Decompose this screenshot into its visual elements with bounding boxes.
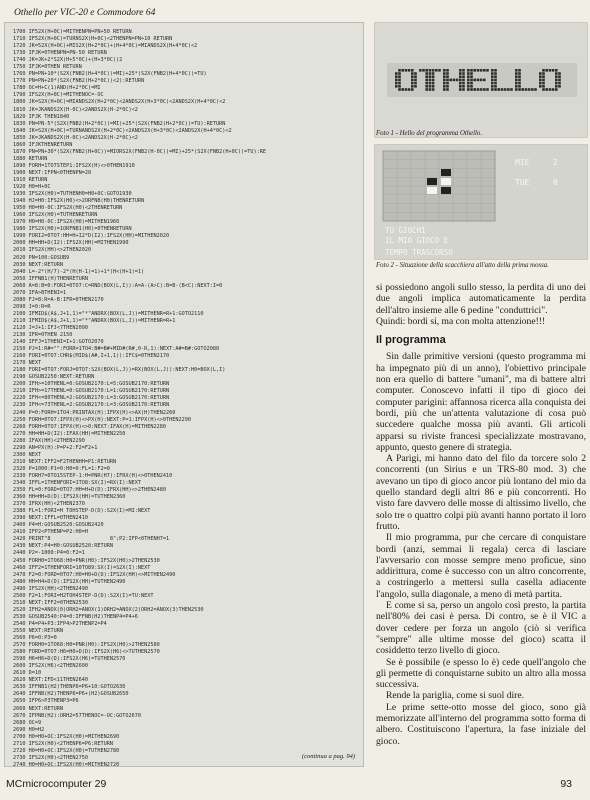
code-line: 1710 IF52X(H+0C)=TURNS2X(H+0C)<2THENPN=PN+10 RETURN xyxy=(13,36,173,43)
code-line: 1760 PN=PN+10*(S2X(FNB2(H+4*0C))=MI)+25*(S2X(FNB2(H+4*0C))=TU) xyxy=(13,71,207,78)
code-line: 2530 GOSUB2540:P4=0:IFFNB(H2)THENP4=P4+6 xyxy=(13,613,138,620)
code-line: 2610 D=10 xyxy=(13,670,42,677)
code-line: 2290 AN=PX(H):P=P+2:F2=F2+1 xyxy=(13,444,98,451)
code-line: 2060 A=8:B=0:FORI=0TO7:C=RND(BOX(L,I)):A=A-(A>C):B=B-(B<C):NEXT:I=0 xyxy=(13,282,223,289)
screen-label-tue: TUE xyxy=(515,178,530,187)
code-line: 2620 NEXT:IFD<11THEN2640 xyxy=(13,677,88,684)
article-intro-2: Quindi: bordi si, ma con molta attenzione!!! xyxy=(376,315,546,327)
dark-piece xyxy=(427,178,437,185)
article-paragraph: Rende la pariglia, come si suol dire. xyxy=(386,690,525,702)
article-paragraph: Il mio programma, pur che cercare di conquistare bordi (anzi, semmai li regala) cerca di lasciare l'avversario con mosse sempre meno proficue, sino addirittura, come è successo con un altro concorrente, a costringerlo a mettersi sulla casella adiacente l'angolo, sulla diagonale, a meno di metà partita. xyxy=(376,532,586,600)
code-line: 2490 IFS2X(HH)<2THEN2490 xyxy=(13,585,88,592)
listing-continued-note: (continua a pag. 94) xyxy=(301,753,355,760)
article-intro: si possiedono angoli sullo stesso, la perdita di uno dei due angoli implica automaticamente la perdita dell'altro insieme alle 6 pedine "conduttrici". xyxy=(376,282,586,316)
code-line: 2600 IFS2X(H6)<2THEN2600 xyxy=(13,663,88,670)
code-line: 2070 IFA>BTHENI=1 xyxy=(13,289,67,296)
code-line: 2240 P=0:FORH=1TO4:PRINTAX(H):IFPX(H)<>AX(H)THEN2260 xyxy=(13,409,176,416)
code-line: 1820 IFJK THEN1840 xyxy=(13,113,70,120)
code-line: 2650 IFP6>P3THENP3=P6 xyxy=(13,698,79,705)
code-line: 2700 H0=H0+OC:IFS2X(H0)=MITHEN2690 xyxy=(13,733,120,740)
code-line: 2440 P2=-1000:P4=0:F2=1 xyxy=(13,550,85,557)
code-line: 2460 IFF2=1THENFORI=10TO89:SX(I)=S2X(I):NEXT xyxy=(13,564,151,571)
code-line: 2560 P6=0:P3=0 xyxy=(13,635,57,642)
screen-line-2: IL MIO GIOCO E xyxy=(385,236,449,245)
code-line: 2090 J=0:R=R xyxy=(13,303,51,310)
code-line: 2080 FJ=8:R=A-B:IFR=0THEN2170 xyxy=(13,296,104,303)
code-line: 1770 PN=PN+20*(S2X(FNB2(H+2*0C))<2):RETURN xyxy=(13,78,145,85)
code-line: 1870 PN=PN+30*(S2X(FNB2(H+0C))=MIORS2X(FNB2(H-0C))=MI)+25*(S2X(FNB2(H+0C))=TU):RE xyxy=(13,148,266,155)
code-line: 2250 FORH=0TO7:IFPX(H)<>PX(H):NEXT:P=1:IFPX(H)<>0THEN2290 xyxy=(13,416,192,423)
code-line: 2220 IFH<=80THENL=2:GOSUB2170:L=3:GOSUB2170:RETURN xyxy=(13,395,170,402)
code-line: 2740 H0=H0+OC:IFS2X(H0)=MITHEN2720 xyxy=(13,761,120,767)
code-line: 2120 J=J+1:IFJ<7THEN2090 xyxy=(13,324,88,331)
code-line: 2630 IFFNB1(H2)THENP6=P6+10:GOTO2630 xyxy=(13,684,126,691)
article-body xyxy=(376,282,586,747)
code-line: 1980 IFS2X(H0)=1ORFNB1(H0)=0THENRETURN xyxy=(13,226,132,233)
code-line: 1780 OC=H+C(1)AND(H+2*0C)=MI xyxy=(13,85,101,92)
code-line: 1850 JK=JKANDS2X(H-0C)<2ANDS2X(H-2*0C)<2 xyxy=(13,134,138,141)
code-line: 1750 IFJK=0THEN RETURN xyxy=(13,64,82,71)
code-line: 2470 F2=0:FORD=0TO7:H0=H0+D(D):IFS2X(HH)<>MITHEN2490 xyxy=(13,571,176,578)
code-line: 2450 FORH0=1TO68:H0=PNR(H0):IFS2X(H0)>2THEN2530 xyxy=(13,557,160,564)
running-head: Othello per VIC-20 e Commodore 64 xyxy=(14,8,156,18)
basic-listing xyxy=(4,22,364,767)
code-line: 2410 IFP2<PTHENP=P2:H0=H xyxy=(13,529,88,536)
code-line: 2580 FORD=0TO7:H6=H0+D(D):IFS2X(H6)<>TUTHEN2570 xyxy=(13,649,160,656)
code-line: 1730 IFJK=0THENPN=PN-50 RETURN xyxy=(13,50,107,57)
code-line: 1720 JK=52X(H+0C)+MIS2X(H+2*0C)+(H+4*0C)=MIANDS2X(H+4*0C)<2 xyxy=(13,43,198,50)
code-line: 2720 H0=H0+OC:IFS2X(H0)=TUTHEN2780 xyxy=(13,747,120,754)
code-line: 2350 FL=0:FORD=0TO7:HH=H+D(D):IFRX(HH)<>2THEN2480 xyxy=(13,487,167,494)
code-line: 1810 JK=JKANDS2X(H-0C)<2ANDS2X(H-2*0C)<2 xyxy=(13,106,138,113)
code-line: 2030 NEXT:RETURN xyxy=(13,261,63,268)
code-line: 1950 H0=H0-0C:IFS2X(H0)<2THENRETURN xyxy=(13,205,123,212)
listing-lines xyxy=(13,29,357,767)
article-paragraph: A Parigi, mi hanno dato del filo da torcere solo 2 concorrenti (un Sirius e un TRS-80 mod. 3) che avevano un tipo di gioco ancor più lontano del mio da quello standard degli altri 86 e più concorrenti. Ho visto fare davvero delle mosse di altissimo livello, che solo tre o quattro colpi più avanti hanno portato il loro frutto. xyxy=(376,453,586,532)
screen-line-1: TU GIOCHI xyxy=(385,226,426,235)
code-line: 2100 IFMID$(A$,J+1,1)="*"ANDRX(BOX(L,J))=MITHENR=R+1:GOTO2110 xyxy=(13,310,204,317)
code-line: 2160 FORI=0TO7:CHR$(MID$(A#,I+1,1)):IFC$=0THEN2170 xyxy=(13,353,170,360)
code-line: 2540 P4=P4+P3:IFP4>P2THENP2=P4 xyxy=(13,620,107,627)
code-line: 2210 IFH>=17THENL=0:GOSUB2170:L=1:GOSUB2170:RETURN xyxy=(13,388,170,395)
light-piece xyxy=(441,178,451,185)
article-paragraph: E come si sa, perso un angolo così presto, la partita nell'80% dei casi è persa. Di contro, se è il VIC a dover cedere per forza un angolo (ciò si verifica "sempre" alle ultime mosse del gioco) scatta il cosiddetto terzo livello di gioco. xyxy=(376,600,586,657)
code-line: 2180 FORI=0TO7:FORJ=0TO7:S2X(BOX(L,J))=RX(BOX(L,J)):NEXT:H0=BOX(L,I) xyxy=(13,367,226,374)
article-paragraph: Sin dalle primitive versioni (questo programma mi ha impegnato più di un anno), l'obiettivo principale non era quello di battere "umani", ma di battere altri computer. Conoscevo infatti il tipo di gioco dei computer parigini: affannosa ricerca alla conquista dei bordi, più che un'attenta valutazione di cosa può succedere qualche mossa più avanti. Gli articoli apparsi su riviste francesi specializzate mostravano, appunto, questo genere di strategia. xyxy=(376,351,586,453)
code-line: 2190 GOSUB2250:NEXT:RETURN xyxy=(13,374,95,381)
screen-line-3: TEMPO TRASCORSO xyxy=(385,248,453,257)
code-line: 2140 IFFJ=1THENI=I+1:GOTO2070 xyxy=(13,339,104,346)
code-line: 1860 IFJKTHENRETURN xyxy=(13,141,73,148)
code-line: 2690 H0=H2 xyxy=(13,726,45,733)
code-line: 2150 PJ=1:R#="":FORR=1TO4:B#=B#+MID#(R#,0-R,1):NEXT:A#=B#:GOTO2080 xyxy=(13,346,220,353)
footer-magazine: MCmicrocomputer 29 xyxy=(6,778,107,790)
code-line: 2130 IFR=0THEN 2150 xyxy=(13,332,73,339)
photo-2-board-screen xyxy=(374,144,588,260)
code-line: 2390 NEXT:IFFL=0THEN2410 xyxy=(13,515,88,522)
code-line: 2320 P=1000:P1=0:H0=0:FL=1:F2=0 xyxy=(13,465,110,472)
dark-piece xyxy=(441,187,451,194)
code-line: 2510 NEXT:IFF2=0THEN2530 xyxy=(13,599,88,606)
screen-score-cpu: 2 xyxy=(553,158,558,167)
code-line: 1890 FORH=1TO7STEP1:IFS2X(H)<>0THEN1910 xyxy=(13,162,135,169)
code-line: 2310 NEXT:IFF2=F2THENHH=P1:RETURN xyxy=(13,458,117,465)
code-line: 2500 F2=1:FORI=H2TOH4STEP-D(D):S2X(I)=TU:NEXT xyxy=(13,592,154,599)
photo-1-screen xyxy=(375,23,588,138)
code-line: 2480 HH=H4+D(D):IFS2X(HH)=TUTHEN2490 xyxy=(13,578,126,585)
code-line: 2200 IFH>=10THENL=0:GOSUB2170:L=5:GOSUB2170:RETURN xyxy=(13,381,170,388)
code-line: 2640 IFFNB(H2)THENP6=P6+(H2)GOSUB2650 xyxy=(13,691,129,698)
code-line: 2430 NEXT:P4=H0:GOSUB2520:RETURN xyxy=(13,543,113,550)
code-line: 2680 OC=9 xyxy=(13,719,42,726)
photo-2-caption: Foto 2 - Situazione della scacchiera all'atto della prima mossa. xyxy=(376,262,549,269)
code-line: 2420 PRINT"8 8";P2:IFP<0THENH7=1 xyxy=(13,536,170,543)
code-line: 1800 JK=S2X(H+0C)=MIANDS2X(H+2*0C)<2ANDS2X(H+3*0C)<2ANDS2X(H+4*0C)<2 xyxy=(13,99,226,106)
code-line: 1930 IFS2X(H0)=TUTHENH0=H0+0C:GOTO1930 xyxy=(13,191,132,198)
code-line: 2020 PN=100:GOSUB9 xyxy=(13,254,70,261)
code-line: 1960 IFS2X(H0)=TUTHENRETURN xyxy=(13,212,98,219)
code-line: 2300 NEXT xyxy=(13,451,42,458)
code-line: 1880 RETURN xyxy=(13,155,48,162)
article-paragraph: Le prime sette-otto mosse del gioco, sono già memorizzate all'interno del programma sotto forma di albero. Costituiscono l'apertura, la fase iniziale del gioco. xyxy=(376,701,586,747)
code-line: 2040 L=-2*(H/7)-2*(H(H-1)=1)+1*(H<(H+1)=1) xyxy=(13,268,145,275)
code-line: 2330 FORH7=0TO15STEP-1:H=PNR(H7):IFRX(H)<>0THEN2410 xyxy=(13,472,173,479)
code-line: 2370 IFRX(HH)<2THEN2370 xyxy=(13,501,85,508)
photo-2-screen xyxy=(375,145,588,260)
code-line: 2730 IFS2X(H0)<2THEN2750 xyxy=(13,754,88,761)
photo-1-caption: Foto 1 - Hello del programma Othello. xyxy=(376,130,483,137)
code-line: 1840 JK=S2X(H+0C)=TURNANDS2X(H+2*0C)<2ANDS2X(H+3*0C)<2ANDS2X(H+4*0C)<2 xyxy=(13,127,232,134)
footer-page-number: 93 xyxy=(560,778,572,790)
code-line: 2340 IFFL=1THENFORI=1TO8:SX(I)=RX(I):NEXT xyxy=(13,480,142,486)
code-line: 2110 IFMID$(A$,J+1,1)="*"ANDRX(BOX(L,J))=MITHENR=R+1 xyxy=(13,317,176,324)
code-line: 1740 JK=JK+2*S2X(H+5*0C)+(H+3*0C)(2 xyxy=(13,57,123,64)
photo-1-title-screen xyxy=(374,22,588,138)
code-line: 2010 IFS2X(HH)<>2THEN2020 xyxy=(13,247,92,254)
code-line: 1990 FORI2=0TO7:HH=H+I2*D(I2):IFS2X(HH)=MITHEN2020 xyxy=(13,233,170,240)
code-line: 2520 IFH2=ANOX(0)ORH2=ANOX(1)ORH2=ANOX(2)ORH2=ANOX(3)THEN2530 xyxy=(13,606,204,613)
code-line: 1970 H0=H0-0C:IFS2X(H0)=MITHEN1960 xyxy=(13,219,120,226)
code-line: 2050 IFFNB1(H)THENRETURN xyxy=(13,275,88,282)
code-line: 2570 FORH0=1TO68:H0=PNR(H0):IFS2X(H0)>2THEN2580 xyxy=(13,642,160,649)
code-line: 2260 FORH=0TO7:IFPX(H)<>0:NEXT:IFAX(H)=MITHEN2280 xyxy=(13,423,167,430)
code-line: 2360 HH=HH+D(D):IFS2X(HH)=TUTHEN2360 xyxy=(13,494,126,501)
code-line: 2170 NEXT xyxy=(13,360,42,367)
code-line: 1790 IFS2X(H+0C)=MITHENOC=-OC xyxy=(13,92,104,99)
code-line: 1830 PN=PN-5*(S2X(FNB2(H+2*0C))=MI)+25*(S2X(FNB2(H+2*0C))=TU):RETURN xyxy=(13,120,226,127)
code-line: 1910 RETURN xyxy=(13,176,48,183)
code-line: 2280 IFAX(HH)<2THEN2290 xyxy=(13,437,85,444)
code-line: 2380 FL=1:FORI=H TOHSTEP-D(D):S2X(I)=MI:NEXT xyxy=(13,508,151,515)
code-line: 2230 IFH<=73THENL=2:GOSUB2170:L=3:GOSUB2170:RETURN xyxy=(13,402,170,409)
code-line: 1700 IF52X(H+0C)=MITHENPN=PN+50 RETURN xyxy=(13,29,132,35)
dark-piece xyxy=(441,169,451,176)
code-line: 2550 NEXT:RETURN xyxy=(13,627,63,634)
code-line: 2270 HH=HH+D(I2):IFAX(HH)=MITHEN2250 xyxy=(13,430,126,437)
code-line: 2660 NEXT:RETURN xyxy=(13,705,63,712)
screen-score-player: 0 xyxy=(553,178,558,187)
light-piece xyxy=(427,187,437,194)
code-line: 2590 H6=H6+D(D):IFS2X(H6)=TUTHEN2570 xyxy=(13,656,126,663)
code-line: 2400 P4=H:GOSUB2520:GOSUB2420 xyxy=(13,522,104,529)
code-line: 1920 H0=H+0C xyxy=(13,184,51,191)
code-line: 2670 IFPNB(H2):ORH2=57THENOC=-OC:GOTO2670 xyxy=(13,712,142,719)
section-heading: Il programma xyxy=(376,334,446,347)
article-paragraph: Se è possibile (e spesso lo è) cede quell'angolo che gli permette di conquistarne subito un altro alla mossa successiva. xyxy=(376,656,586,691)
code-line: 1900 NEXT:IFPN<0THENPN=20 xyxy=(13,169,92,176)
code-line: 2710 IFS2X(H0)<2THENP6=P6:RETURN xyxy=(13,740,113,747)
code-line: 2000 HH=HH+D(I2):IFS2X(HH)=MITHEN1990 xyxy=(13,240,129,247)
code-line: 1940 HJ=H0:IFS2X(H0)<>2ORFNB(H0)THENRETURN xyxy=(13,198,145,205)
screen-label-mie: MIE xyxy=(515,158,530,167)
